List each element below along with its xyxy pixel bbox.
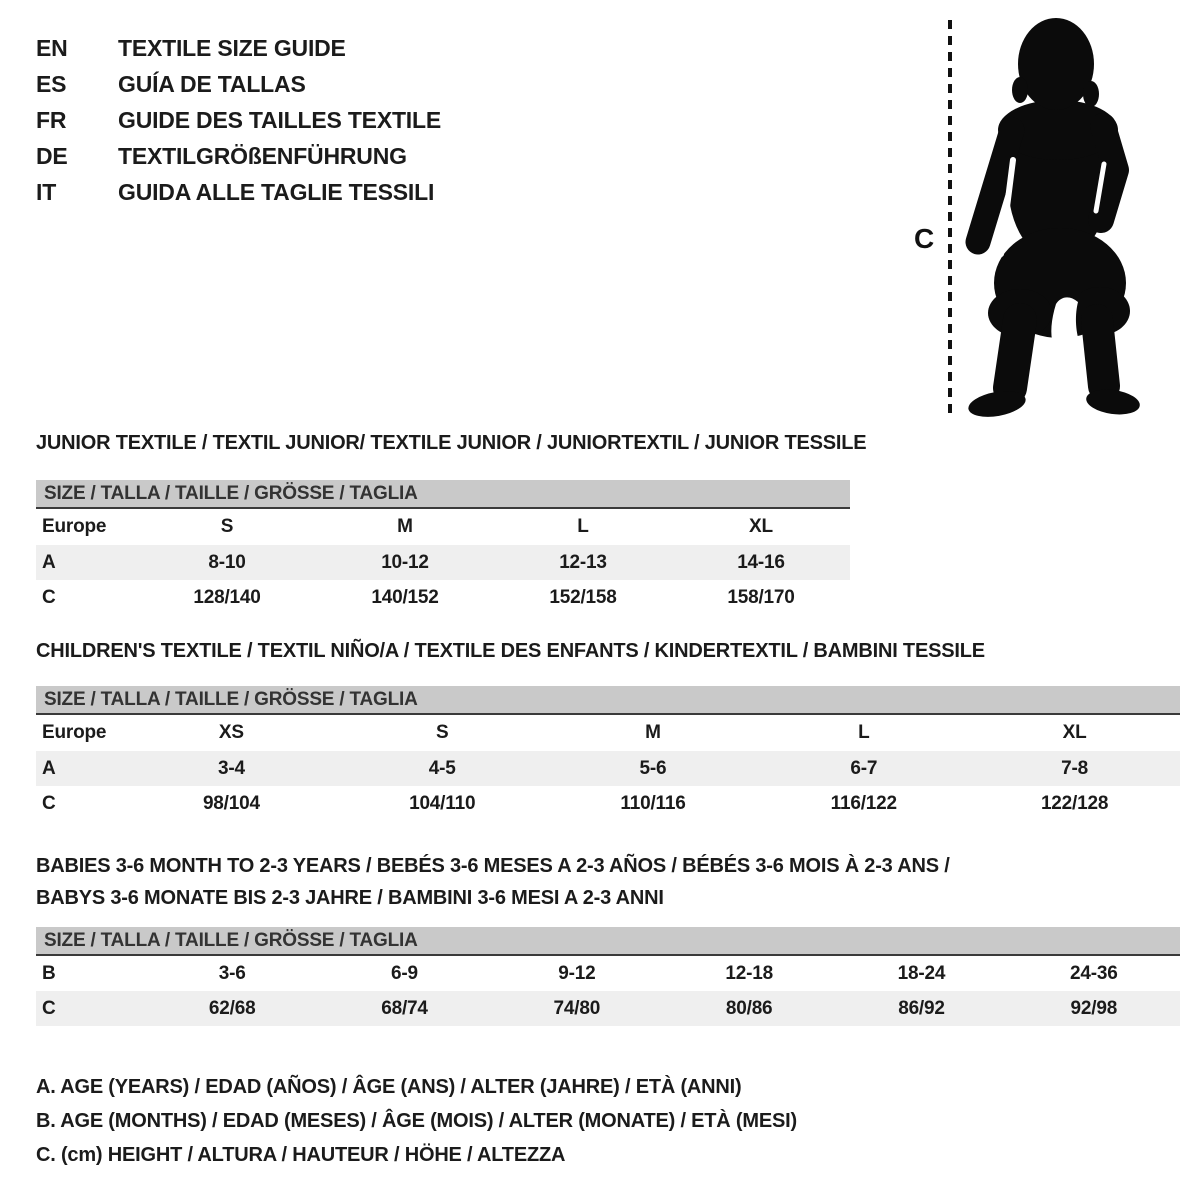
height-value: 110/116 — [620, 793, 686, 814]
language-row — [36, 66, 441, 102]
size-column: XS — [218, 722, 244, 743]
age-value: 6-9 — [391, 963, 418, 984]
language-title: GUIDE DES TAILLES TEXTILE — [118, 106, 441, 133]
age-value: 3-6 — [218, 963, 246, 984]
height-value: 122/128 — [1040, 793, 1109, 814]
age-value: 6-7 — [850, 758, 878, 779]
height-value: 74/80 — [553, 998, 601, 1019]
age-value: 10-12 — [381, 552, 429, 573]
height-value: 92/98 — [1070, 998, 1118, 1019]
age-value: 9-12 — [558, 963, 596, 984]
size-header-bar: SIZE / TALLA / TAILLE / GRÖSSE / TAGLIA — [36, 480, 850, 509]
age-years-row — [36, 751, 1180, 786]
size-column: L — [858, 722, 870, 743]
age-years-row — [36, 545, 850, 580]
junior-section-title: JUNIOR TEXTILE / TEXTIL JUNIOR/ TEXTILE JUNIOR / JUNIORTEXTIL / JUNIOR TESSILE — [36, 432, 867, 454]
height-value: 80/86 — [725, 998, 773, 1019]
row-label: B — [42, 963, 56, 984]
height-value: 116/122 — [830, 793, 897, 814]
language-row — [36, 138, 441, 174]
height-value: 152/158 — [549, 587, 617, 608]
language-title: GUÍA DE TALLAS — [118, 70, 306, 97]
size-columns-row — [36, 509, 850, 545]
size-column: S — [435, 722, 449, 743]
age-value: 4-5 — [428, 758, 456, 779]
children-size-table — [36, 686, 1180, 821]
age-value: 14-16 — [737, 552, 785, 573]
region-label: Europe — [42, 722, 107, 743]
babies-title-line2: BABYS 3-6 MONATE BIS 2-3 JAHRE / BAMBINI 3-6 MESI A 2-3 ANNI — [36, 887, 664, 909]
babies-size-table — [36, 927, 1180, 1026]
age-value: 24-36 — [1070, 963, 1118, 984]
size-column: S — [220, 516, 234, 537]
language-title-list — [36, 30, 441, 210]
age-value: 7-8 — [1061, 758, 1089, 779]
region-label: Europe — [42, 516, 107, 537]
height-value: 158/170 — [727, 587, 795, 608]
height-value: 62/68 — [208, 998, 256, 1019]
language-title: TEXTILGRÖßENFÜHRUNG — [118, 142, 407, 169]
size-columns-row — [36, 715, 1180, 751]
children-section-title: CHILDREN'S TEXTILE / TEXTIL NIÑO/A / TEXTILE DES ENFANTS / KINDERTEXTIL / BAMBINI TESSILE — [36, 640, 985, 662]
height-measure-label: C — [914, 223, 935, 254]
age-value: 18-24 — [897, 963, 946, 984]
size-column: M — [397, 516, 413, 537]
language-code: IT — [36, 178, 57, 205]
size-column: XL — [1062, 722, 1087, 743]
babies-title-line1: BABIES 3-6 MONTH TO 2-3 YEARS / BEBÉS 3-6 MESES A 2-3 AÑOS / BÉBÉS 3-6 MOIS À 2-3 ANS / — [36, 855, 950, 877]
row-label: C — [42, 793, 56, 814]
age-value: 8-10 — [208, 552, 246, 573]
babies-section-title — [36, 850, 950, 914]
height-value: 86/92 — [898, 998, 945, 1019]
row-label: A — [42, 758, 56, 779]
row-label: C — [42, 587, 56, 608]
age-months-row — [36, 956, 1180, 991]
age-value: 3-4 — [217, 758, 245, 779]
height-value: 68/74 — [381, 998, 428, 1019]
language-code: DE — [36, 142, 68, 169]
language-code: FR — [36, 106, 67, 133]
note-age-months: B. AGE (MONTHS) / EDAD (MESES) / ÂGE (MOIS) / ALTER (MONATE) / ETÀ (MESI) — [36, 1110, 797, 1132]
language-title: GUIDA ALLE TAGLIE TESSILI — [118, 178, 435, 205]
height-cm-row — [36, 786, 1180, 821]
age-value: 5-6 — [639, 758, 667, 779]
size-column: XL — [749, 516, 773, 537]
size-column: M — [645, 722, 661, 743]
row-label: A — [42, 552, 56, 573]
legend-notes — [36, 1070, 797, 1172]
age-value: 12-18 — [725, 963, 773, 984]
size-header-bar: SIZE / TALLA / TAILLE / GRÖSSE / TAGLIA — [36, 686, 1180, 715]
language-title: TEXTILE SIZE GUIDE — [118, 34, 346, 61]
language-row — [36, 174, 441, 210]
height-value: 140/152 — [371, 587, 439, 608]
height-value: 128/140 — [193, 587, 261, 608]
height-value: 98/104 — [202, 793, 260, 814]
note-age-years: A. AGE (YEARS) / EDAD (AÑOS) / ÂGE (ANS) / ALTER (JAHRE) / ETÀ (ANNI) — [36, 1076, 742, 1098]
size-header-bar: SIZE / TALLA / TAILLE / GRÖSSE / TAGLIA — [36, 927, 1180, 956]
junior-size-table — [36, 480, 850, 615]
toddler-silhouette — [966, 18, 1141, 421]
row-label: C — [42, 998, 56, 1019]
age-value: 12-13 — [559, 552, 607, 573]
height-cm-row — [36, 991, 1180, 1026]
language-row — [36, 102, 441, 138]
height-cm-row — [36, 580, 850, 615]
language-row — [36, 30, 441, 66]
size-column: L — [577, 516, 589, 537]
language-code: ES — [36, 70, 67, 97]
height-value: 104/110 — [409, 793, 476, 814]
toddler-height-figure — [898, 8, 1160, 426]
language-code: EN — [36, 34, 68, 61]
note-height-cm: C. (cm) HEIGHT / ALTURA / HAUTEUR / HÖHE / ALTEZZA — [36, 1144, 566, 1166]
